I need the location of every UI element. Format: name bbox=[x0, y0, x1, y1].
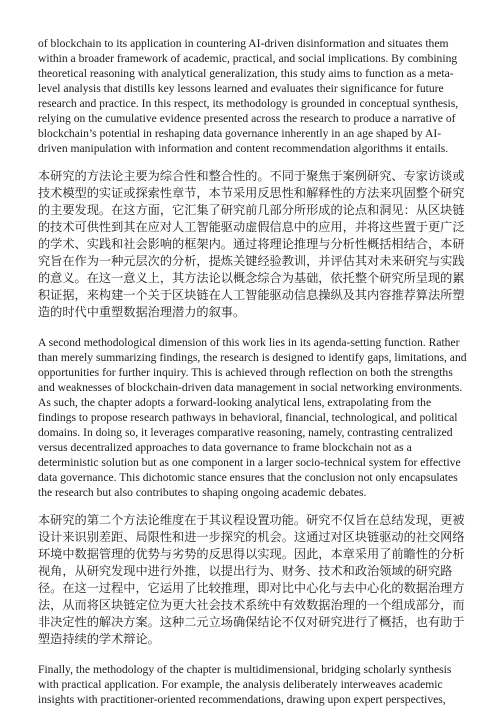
document-page bbox=[38, 36, 470, 707]
paragraph-zh-1: 本研究的方法论主要为综合性和整合性的。不同于聚焦于案例研究、专家访谈或技术模型的实证或探索性章节，本节采用反思性和解释性的方法来巩固整个研究的主要发现。在这方面，它汇集了研究前几部分所形成的论点和洞见：从区块链的技术可供性到其在应对人工智能驱动虚假信息中的应用，并将这些置于更广泛的学术、实践和社会影响的框架内。通过将理论推理与分析性概括相结合，本研究旨在作为一种元层次的分析，提炼关键经验教训，并评估其对未来研究与实践的意义。在这一意义上，其方法论以概念综合为基础，依托整个研究所呈现的累积证据，来构建一个关于区块链在人工智能驱动信息操纵及其内容推荐算法所塑造的时代中重塑数据治理潜力的叙事。 bbox=[38, 169, 465, 319]
paragraph-zh-2: 本研究的第二个方法论维度在于其议程设置功能。研究不仅旨在总结发现，更被设计来识别差距、局限性和进一步探究的机会。这通过对区块链驱动的社交网络环境中数据管理的优势与劣势的反思得以实现。因此，本章采用了前瞻性的分析视角，从研究发现中进行外推，以提出行为、财务、技术和政治领域的研究路径。在这一过程中，它运用了比较推理，即对比中心化与去中心化的数据治理方法，从而将区块链定位为更大社会技术系统中有效数据治理的一个组成部分，而非决定性的解决方案。这种二元立场确保结论不仅对研究进行了概括，也有助于塑造持续的学术辩论。 bbox=[38, 513, 465, 646]
paragraph-en-1: of blockchain to its application in countering AI-driven disinformation and situates them within a broader framework of academic, practical, and social implications. By combining theoretical reasoning with analytical generalization, this study aims to function as a meta-level analysis that distills key lessons learned and evaluates their significance for future research and practice. In this respect, its methodology is grounded in conceptual synthesis, relying on the cumulative evidence presented across the research to produce a narrative of blockchain’s potential in reshaping data governance inherently in an age shaped by AI-driven manipulation with information and content recommendation algorithms it entails. bbox=[38, 37, 459, 155]
paragraph-en-2: A second methodological dimension of this work lies in its agenda-setting function. Rather than merely summarizing findings, the research is designed to identify gaps, limitations, and opportunities for further inquiry. This is achieved through reflection on both the strengths and weaknesses of blockchain-driven data management in social networking environments. As such, the chapter adopts a forward-looking analytical lens, extrapolating from the findings to propose research pathways in behavioral, financial, technological, and political domains. In doing so, it leverages comparative reasoning, namely, contrasting centralized versus decentralized approaches to data governance to frame blockchain not as a deterministic solution but as one component in a larger socio-technical system for effective data governance. This dichotomic stance ensures that the conclusion not only encapsulates the research but also contributes to shaping ongoing academic debates. bbox=[38, 336, 467, 499]
paragraph-en-3: Finally, the methodology of the chapter is multidimensional, bridging scholarly synthesis with practical application. For example, the analysis deliberately interweaves academic insights with practitioner-oriented recommendations, drawing upon expert perspectives, bbox=[38, 663, 452, 706]
